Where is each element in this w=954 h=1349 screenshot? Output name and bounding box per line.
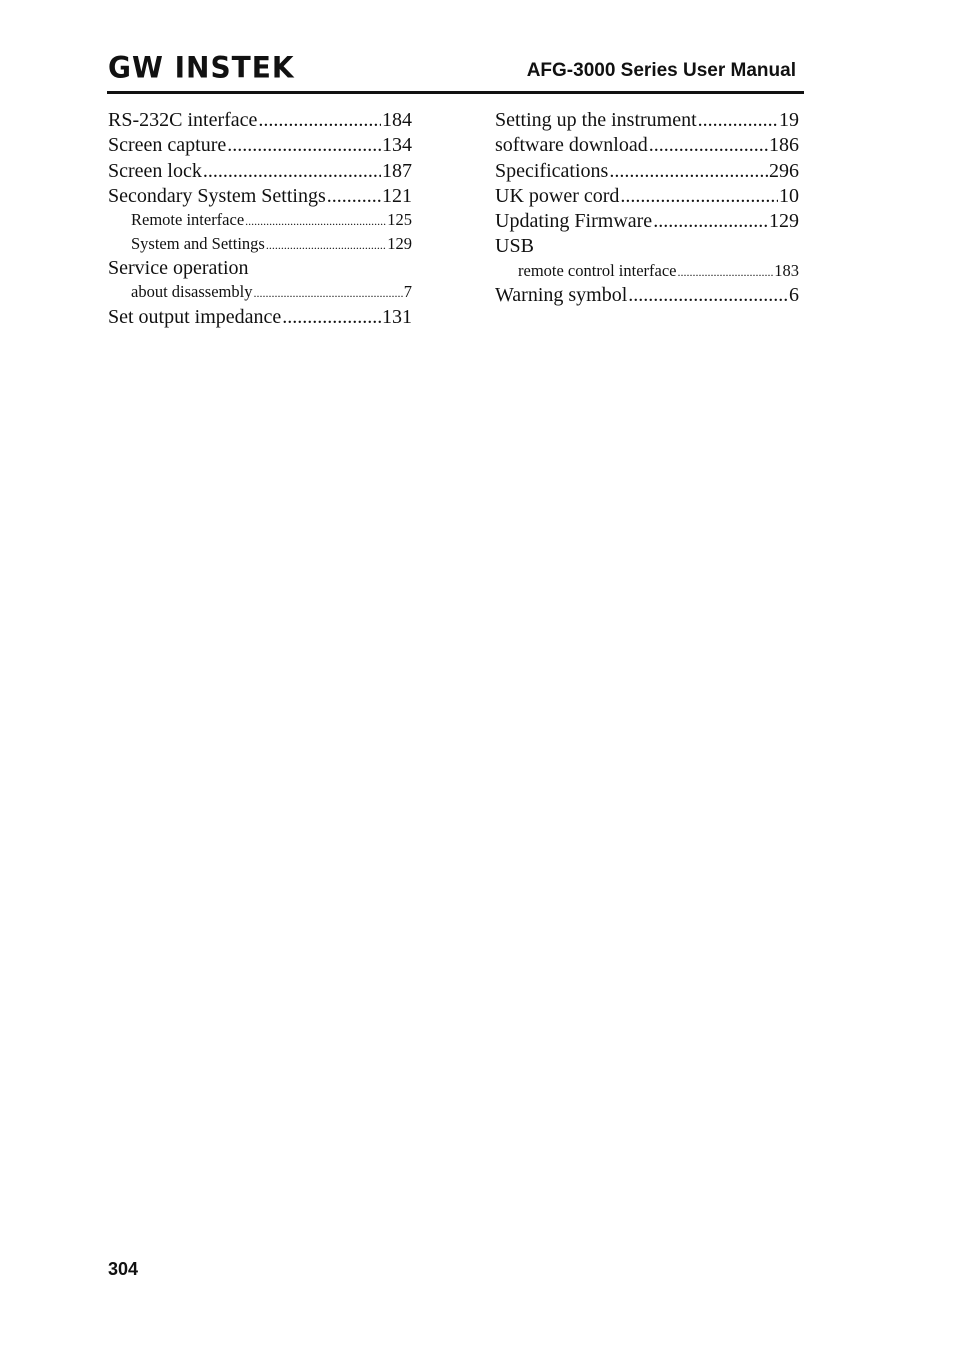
index-entry: Updating Firmware ..... 129 (495, 209, 799, 234)
index-entry: Screen capture ..... 134 (108, 133, 412, 158)
index-entry-heading: USB (495, 235, 534, 258)
header-divider (107, 91, 804, 94)
index-entry-heading: Service operation (108, 257, 249, 280)
index-column-right (495, 108, 799, 309)
index-entry: Set output impedance ..... 131 (108, 305, 412, 330)
index-entry: Setting up the instrument ..... 19 (495, 108, 799, 133)
gw-instek-logo: GW INSTEK (108, 50, 295, 85)
index-entry: UK power cord ..... 10 (495, 184, 799, 209)
index-subentry: about disassembly ..... 7 (108, 281, 412, 305)
index-subentry: System and Settings ..... 129 (108, 233, 412, 257)
index-entry: Secondary System Settings ..... 121 (108, 184, 412, 209)
index-entry: Specifications ..... 296 (495, 159, 799, 184)
index-entry: software download ..... 186 (495, 133, 799, 158)
index-entry: Screen lock ..... 187 (108, 159, 412, 184)
index-column-left (108, 108, 412, 330)
page-number: 304 (108, 1259, 139, 1279)
index-subentry: remote control interface ..... 183 (495, 260, 799, 284)
manual-title: AFG-3000 Series User Manual (526, 60, 796, 81)
index-subentry: Remote interface ..... 125 (108, 209, 412, 233)
index-entry: Warning symbol ..... 6 (495, 283, 799, 308)
index-entry: RS-232C interface ..... 184 (108, 108, 412, 133)
